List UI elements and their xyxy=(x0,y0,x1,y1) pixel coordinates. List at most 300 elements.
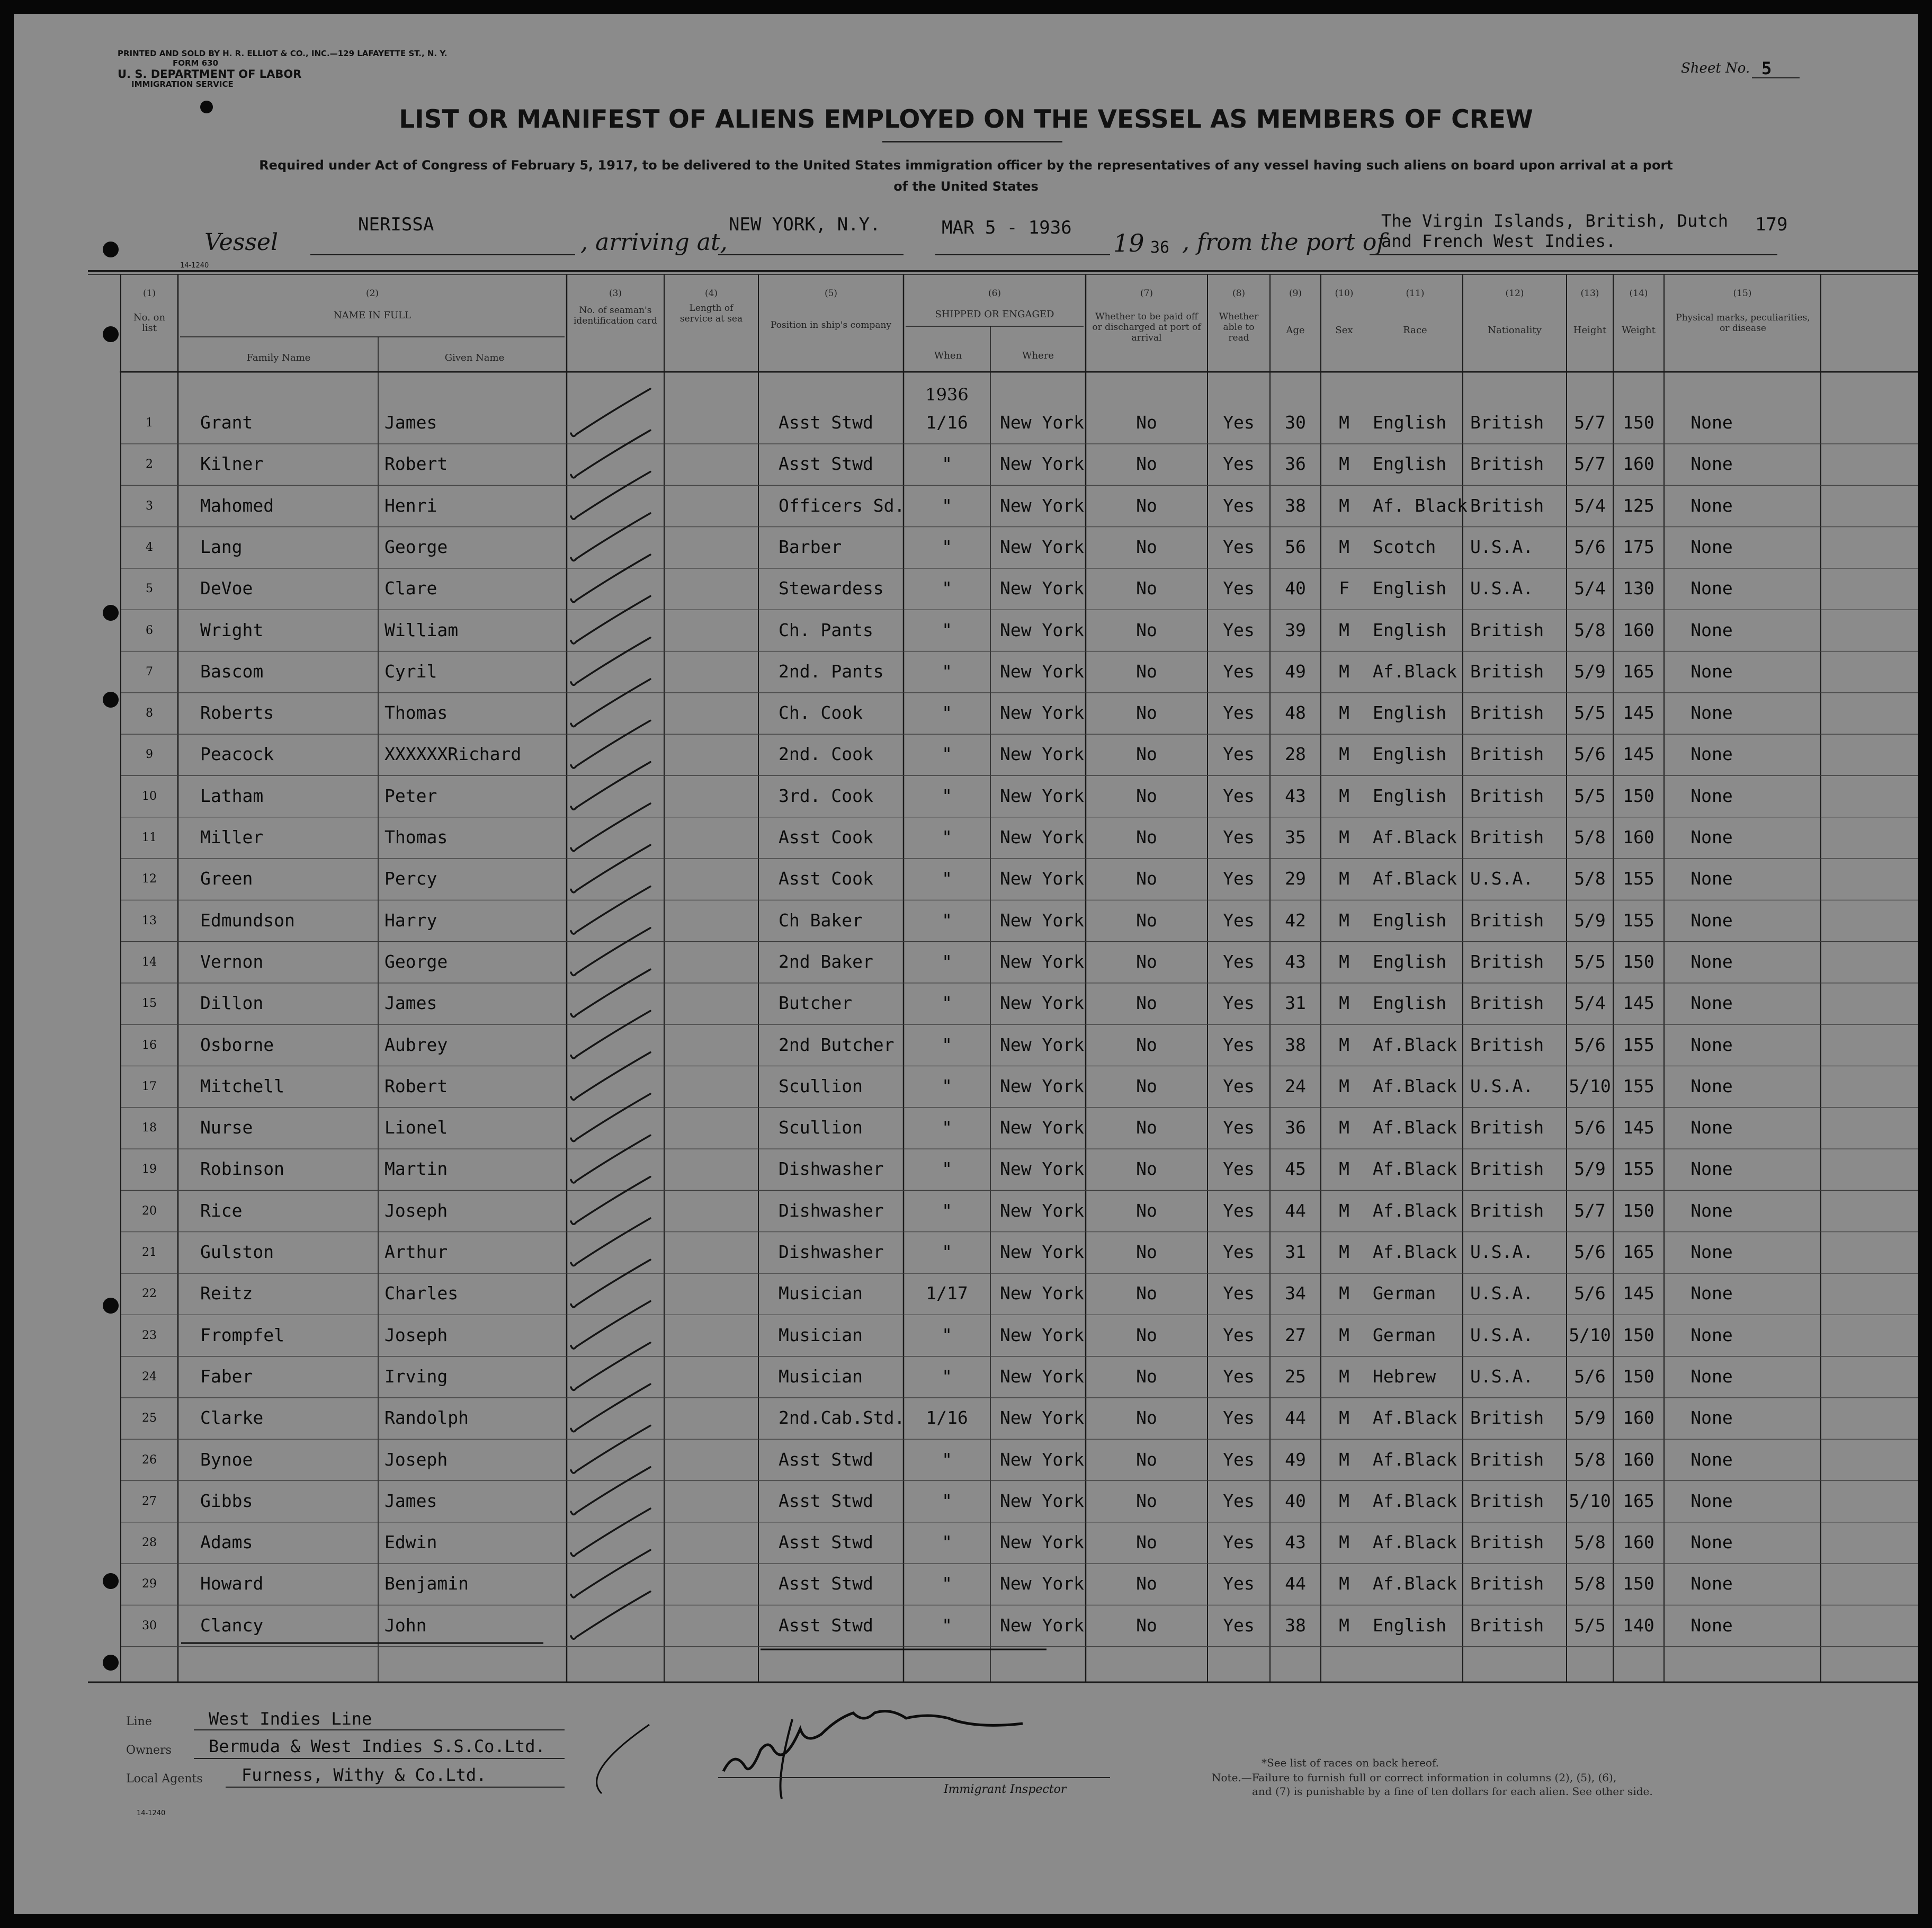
cell-nat: British xyxy=(1470,1117,1544,1138)
cell-sex: F xyxy=(1339,578,1349,599)
check-mark xyxy=(571,1384,650,1432)
check-mark xyxy=(571,513,650,561)
cell-race: English xyxy=(1373,1614,1447,1636)
cell-no: 1 xyxy=(146,416,153,430)
arrival-date-stamp: MAR 5 - 1936 xyxy=(942,217,1072,238)
cell-nat: British xyxy=(1470,702,1544,724)
cell-no: 23 xyxy=(142,1328,157,1342)
header-shipped: SHIPPED OR ENGAGED xyxy=(935,309,1054,320)
cell-where: New York xyxy=(1000,1532,1084,1553)
from-port-label: , from the port of xyxy=(1182,229,1385,256)
cell-given: Martin xyxy=(384,1158,448,1180)
cell-height: 5/5 xyxy=(1574,1614,1606,1636)
cell-paid: No xyxy=(1136,993,1157,1014)
cell-sex: M xyxy=(1339,1283,1349,1304)
cell-where: New York xyxy=(1000,619,1084,640)
cell-sex: M xyxy=(1339,1200,1349,1221)
check-mark xyxy=(571,1550,650,1597)
header-family-name: Family Name xyxy=(246,352,311,363)
cell-weight: 160 xyxy=(1623,827,1654,847)
cell-family: Faber xyxy=(200,1365,253,1387)
cell-sex: M xyxy=(1339,1365,1349,1387)
check-mark xyxy=(571,969,650,1017)
cell-nat: British xyxy=(1470,1200,1544,1221)
cell-marks: None xyxy=(1690,951,1733,972)
cell-position: Barber xyxy=(779,536,842,557)
check-mark xyxy=(571,720,650,768)
check-mark xyxy=(571,638,650,685)
cell-where: New York xyxy=(1000,702,1084,724)
cell-read: Yes xyxy=(1223,827,1255,847)
cell-height: 5/4 xyxy=(1574,993,1606,1014)
cell-age: 31 xyxy=(1285,993,1306,1014)
cell-position: 3rd. Cook xyxy=(779,785,873,806)
cell-given: Clare xyxy=(384,578,437,599)
cell-family: Gibbs xyxy=(200,1490,253,1511)
cell-marks: None xyxy=(1690,993,1733,1014)
cell-when: " xyxy=(942,1158,952,1180)
header-given-name: Given Name xyxy=(444,352,505,363)
cell-weight: 165 xyxy=(1623,1242,1654,1262)
cell-no: 20 xyxy=(142,1204,157,1218)
cell-family: DeVoe xyxy=(200,578,253,599)
cell-paid: No xyxy=(1136,495,1157,516)
cell-age: 40 xyxy=(1285,578,1306,599)
check-mark xyxy=(571,1135,650,1183)
vessel-name: NERISSA xyxy=(358,214,434,235)
cell-family: Bascom xyxy=(200,660,264,682)
check-mark xyxy=(571,679,650,727)
cell-weight: 150 xyxy=(1623,951,1654,972)
cell-weight: 160 xyxy=(1623,619,1654,640)
header-length-service: Length of service at sea xyxy=(679,303,743,324)
col-num-6: (6) xyxy=(988,288,1001,299)
cell-nat: British xyxy=(1470,1573,1544,1594)
cell-nat: British xyxy=(1470,827,1544,847)
cell-age: 29 xyxy=(1285,868,1306,889)
col-num-15: (15) xyxy=(1733,288,1752,299)
cell-no: 24 xyxy=(142,1370,157,1383)
cell-nat: British xyxy=(1470,785,1544,806)
cell-age: 44 xyxy=(1285,1200,1306,1221)
cell-sex: M xyxy=(1339,1532,1349,1553)
cell-marks: None xyxy=(1690,1158,1733,1180)
cell-marks: None xyxy=(1690,495,1733,516)
cell-family: Bynoe xyxy=(200,1449,253,1470)
cell-weight: 150 xyxy=(1623,412,1654,433)
cell-height: 5/8 xyxy=(1574,619,1606,640)
page-title: LIST OR MANIFEST OF ALIENS EMPLOYED ON THE VESSEL AS MEMBERS OF CREW xyxy=(399,105,1533,134)
cell-where: New York xyxy=(1000,1075,1084,1096)
cell-race: English xyxy=(1373,412,1447,433)
cell-marks: None xyxy=(1690,412,1733,433)
cell-when: " xyxy=(942,536,952,557)
cell-sex: M xyxy=(1339,827,1349,847)
cell-given: Benjamin xyxy=(384,1573,469,1594)
check-mark xyxy=(571,1260,650,1307)
cell-nat: U.S.A. xyxy=(1470,1365,1534,1387)
cell-age: 44 xyxy=(1285,1573,1306,1594)
cell-when: " xyxy=(942,951,952,972)
cell-nat: U.S.A. xyxy=(1470,1075,1534,1096)
cell-family: Adams xyxy=(200,1532,253,1553)
cell-no: 28 xyxy=(142,1536,157,1550)
department-label: U. S. DEPARTMENT OF LABOR xyxy=(118,68,302,81)
sheet-number-label: Sheet No. xyxy=(1681,60,1750,76)
cell-given: James xyxy=(384,412,437,433)
cell-no: 18 xyxy=(142,1121,157,1135)
header-age: Age xyxy=(1286,325,1305,336)
cell-when: " xyxy=(942,1490,952,1511)
cell-where: New York xyxy=(1000,1449,1084,1470)
cell-no: 6 xyxy=(146,623,153,637)
cell-given: James xyxy=(384,1490,437,1511)
cell-age: 36 xyxy=(1285,1117,1306,1138)
cell-nat: U.S.A. xyxy=(1470,868,1534,889)
local-agents-value: Furness, Withy & Co.Ltd. xyxy=(241,1765,487,1785)
cell-no: 19 xyxy=(142,1163,157,1176)
cell-weight: 150 xyxy=(1623,785,1654,806)
cell-when: 1/17 xyxy=(926,1283,968,1304)
cell-race: English xyxy=(1373,993,1447,1014)
cell-position: Dishwasher xyxy=(779,1242,884,1262)
cell-given: George xyxy=(384,951,448,972)
cell-marks: None xyxy=(1690,1365,1733,1387)
header-no-on-list: No. on list xyxy=(133,312,166,334)
cell-family: Frompfel xyxy=(200,1324,284,1345)
cell-given: Charles xyxy=(384,1283,459,1304)
cell-no: 17 xyxy=(142,1079,157,1093)
cell-nat: U.S.A. xyxy=(1470,536,1534,557)
arriving-label: , arriving at, xyxy=(580,229,728,256)
cell-read: Yes xyxy=(1223,1283,1255,1304)
cell-weight: 160 xyxy=(1623,1407,1654,1429)
cell-nat: British xyxy=(1470,1034,1544,1055)
cell-paid: No xyxy=(1136,1490,1157,1511)
cell-read: Yes xyxy=(1223,1407,1255,1429)
cell-paid: No xyxy=(1136,1532,1157,1553)
cell-read: Yes xyxy=(1223,660,1255,682)
cell-weight: 150 xyxy=(1623,1365,1654,1387)
cell-no: 5 xyxy=(146,582,153,596)
cell-family: Gulston xyxy=(200,1242,274,1262)
cell-weight: 145 xyxy=(1623,702,1654,724)
cell-family: Mitchell xyxy=(200,1075,284,1096)
header-paid-off: Whether to be paid off or discharged at port of arrival xyxy=(1092,311,1201,343)
cell-where: New York xyxy=(1000,993,1084,1014)
cell-given: George xyxy=(384,536,448,557)
cell-read: Yes xyxy=(1223,619,1255,640)
check-mark xyxy=(571,555,650,602)
cell-weight: 125 xyxy=(1623,495,1654,516)
cell-no: 13 xyxy=(142,914,157,927)
cell-weight: 160 xyxy=(1623,453,1654,475)
cell-race: Af.Black xyxy=(1373,1449,1457,1470)
cell-read: Yes xyxy=(1223,744,1255,765)
cell-age: 43 xyxy=(1285,951,1306,972)
cell-read: Yes xyxy=(1223,868,1255,889)
cell-read: Yes xyxy=(1223,1242,1255,1262)
cell-given: Thomas xyxy=(384,827,448,847)
cell-race: Af.Black xyxy=(1373,827,1457,847)
cell-no: 10 xyxy=(142,789,157,803)
cell-height: 5/10 xyxy=(1569,1490,1611,1511)
year-printed: 19 xyxy=(1113,229,1144,257)
cell-where: New York xyxy=(1000,660,1084,682)
cell-sex: M xyxy=(1339,1324,1349,1345)
cell-paid: No xyxy=(1136,1117,1157,1138)
cell-height: 5/6 xyxy=(1574,1283,1606,1304)
cell-read: Yes xyxy=(1223,453,1255,475)
cell-position: Asst Stwd xyxy=(779,1614,873,1636)
cell-position: Stewardess xyxy=(779,578,884,599)
arrival-port: NEW YORK, N.Y. xyxy=(729,214,881,235)
cell-family: Green xyxy=(200,868,253,889)
cell-read: Yes xyxy=(1223,702,1255,724)
cell-family: Robinson xyxy=(200,1158,284,1180)
cell-where: New York xyxy=(1000,951,1084,972)
cell-race: English xyxy=(1373,951,1447,972)
cell-family: Vernon xyxy=(200,951,264,972)
cell-marks: None xyxy=(1690,1407,1733,1429)
cell-position: Asst Stwd xyxy=(779,1449,873,1470)
cell-no: 25 xyxy=(142,1412,157,1425)
penalty-note-1: Note.—Failure to furnish full or correct information in columns (2), (5), (6), xyxy=(1212,1771,1617,1784)
cell-where: New York xyxy=(1000,1324,1084,1345)
cell-when: " xyxy=(942,1117,952,1138)
cell-race: Af.Black xyxy=(1373,660,1457,682)
cell-family: Grant xyxy=(200,412,253,433)
cell-family: Mahomed xyxy=(200,495,274,516)
check-mark xyxy=(571,1177,650,1225)
cell-paid: No xyxy=(1136,951,1157,972)
cell-read: Yes xyxy=(1223,993,1255,1014)
cell-age: 36 xyxy=(1285,453,1306,475)
check-mark xyxy=(571,1301,650,1349)
cell-given: Joseph xyxy=(384,1200,448,1221)
cell-sex: M xyxy=(1339,951,1349,972)
cell-given: Randolph xyxy=(384,1407,469,1429)
cell-family: Edmundson xyxy=(200,909,295,931)
check-mark xyxy=(571,430,650,478)
cell-where: New York xyxy=(1000,1242,1084,1262)
check-mark xyxy=(571,1592,650,1639)
cell-sex: M xyxy=(1339,1449,1349,1470)
cell-no: 7 xyxy=(146,665,153,679)
cell-marks: None xyxy=(1690,619,1733,640)
cell-paid: No xyxy=(1136,1324,1157,1345)
cell-race: Af.Black xyxy=(1373,1407,1457,1429)
cell-sex: M xyxy=(1339,1117,1349,1138)
check-mark xyxy=(571,1426,650,1474)
cell-given: Percy xyxy=(384,868,437,889)
cell-marks: None xyxy=(1690,453,1733,475)
cell-race: Af.Black xyxy=(1373,1532,1457,1553)
cell-race: Af.Black xyxy=(1373,1158,1457,1180)
cell-marks: None xyxy=(1690,827,1733,847)
cell-where: New York xyxy=(1000,827,1084,847)
cell-height: 5/5 xyxy=(1574,702,1606,724)
cell-position: 2nd Butcher xyxy=(779,1034,895,1055)
cell-race: English xyxy=(1373,619,1447,640)
cell-where: New York xyxy=(1000,453,1084,475)
header-sex: Sex xyxy=(1335,325,1353,336)
cell-position: Asst Stwd xyxy=(779,1490,873,1511)
cell-sex: M xyxy=(1339,868,1349,889)
check-mark xyxy=(571,1343,650,1390)
cell-weight: 155 xyxy=(1623,868,1654,889)
cell-paid: No xyxy=(1136,1573,1157,1594)
cell-no: 4 xyxy=(146,540,153,554)
cell-given: Joseph xyxy=(384,1449,448,1470)
cell-when: " xyxy=(942,453,952,475)
cell-when: 1/16 xyxy=(926,412,968,433)
cell-nat: British xyxy=(1470,993,1544,1014)
cell-age: 38 xyxy=(1285,1614,1306,1636)
cell-marks: None xyxy=(1690,1283,1733,1304)
cell-race: German xyxy=(1373,1283,1436,1304)
cell-race: Af.Black xyxy=(1373,1034,1457,1055)
inspector-label: Immigrant Inspector xyxy=(944,1783,1067,1796)
cell-no: 9 xyxy=(146,748,153,762)
races-note: *See list of races on back hereof. xyxy=(1262,1756,1439,1769)
cell-when: " xyxy=(942,744,952,765)
check-mark xyxy=(571,928,650,976)
col-num-12: (12) xyxy=(1505,288,1524,299)
cell-family: Kilner xyxy=(200,453,264,475)
service-label: IMMIGRATION SERVICE xyxy=(131,79,234,89)
cell-age: 28 xyxy=(1285,744,1306,765)
cell-no: 11 xyxy=(142,831,157,844)
col-num-8: (8) xyxy=(1232,288,1246,299)
header-name-in-full: NAME IN FULL xyxy=(333,310,412,321)
cell-height: 5/8 xyxy=(1574,868,1606,889)
cell-race: Af.Black xyxy=(1373,1075,1457,1096)
cell-race: Af. Black xyxy=(1373,495,1468,516)
cell-sex: M xyxy=(1339,1075,1349,1096)
cell-read: Yes xyxy=(1223,1490,1255,1511)
cell-sex: M xyxy=(1339,1034,1349,1055)
header-nationality: Nationality xyxy=(1488,325,1542,336)
cell-no: 15 xyxy=(142,997,157,1011)
check-mark xyxy=(571,1467,650,1515)
cell-family: Dillon xyxy=(200,993,264,1014)
cell-sex: M xyxy=(1339,453,1349,475)
cell-height: 5/4 xyxy=(1574,495,1606,516)
cell-read: Yes xyxy=(1223,1324,1255,1345)
footer-form-code: 14-1240 xyxy=(137,1809,166,1817)
cell-nat: British xyxy=(1470,951,1544,972)
cell-weight: 145 xyxy=(1623,1283,1654,1304)
cell-weight: 165 xyxy=(1623,660,1654,682)
cell-height: 5/6 xyxy=(1574,1117,1606,1138)
cell-nat: British xyxy=(1470,1407,1544,1429)
cell-height: 5/7 xyxy=(1574,453,1606,475)
col-num-11: (11) xyxy=(1406,288,1425,299)
col-num-1: (1) xyxy=(142,288,156,299)
cell-race: English xyxy=(1373,744,1447,765)
cell-nat: British xyxy=(1470,1158,1544,1180)
cell-sex: M xyxy=(1339,785,1349,806)
cell-height: 5/10 xyxy=(1569,1075,1611,1096)
cell-marks: None xyxy=(1690,1117,1733,1138)
cell-race: Af.Black xyxy=(1373,868,1457,889)
cell-where: New York xyxy=(1000,1034,1084,1055)
cell-position: 2nd.Cab.Std. xyxy=(779,1407,905,1429)
cell-position: Dishwasher xyxy=(779,1200,884,1221)
cell-age: 43 xyxy=(1285,1532,1306,1553)
origin-port-line-2: and French West Indies. xyxy=(1381,231,1616,251)
cell-marks: None xyxy=(1690,1614,1733,1636)
cell-where: New York xyxy=(1000,1365,1084,1387)
cell-sex: M xyxy=(1339,1242,1349,1262)
cell-paid: No xyxy=(1136,578,1157,599)
cell-no: 2 xyxy=(146,458,153,471)
cell-weight: 160 xyxy=(1623,1449,1654,1470)
cell-marks: None xyxy=(1690,1449,1733,1470)
cell-paid: No xyxy=(1136,1449,1157,1470)
cell-read: Yes xyxy=(1223,495,1255,516)
cell-position: Asst Stwd xyxy=(779,412,873,433)
cell-when: " xyxy=(942,1242,952,1262)
col-num-7: (7) xyxy=(1140,288,1153,299)
cell-read: Yes xyxy=(1223,951,1255,972)
cell-age: 34 xyxy=(1285,1283,1306,1304)
cell-read: Yes xyxy=(1223,1075,1255,1096)
cell-given: Joseph xyxy=(384,1324,448,1345)
cell-sex: M xyxy=(1339,744,1349,765)
cell-position: Musician xyxy=(779,1324,863,1345)
cell-nat: U.S.A. xyxy=(1470,578,1534,599)
check-mark xyxy=(571,845,650,892)
cell-no: 3 xyxy=(146,499,153,513)
cell-height: 5/5 xyxy=(1574,785,1606,806)
cell-position: Officers Sd. xyxy=(779,495,905,516)
cell-marks: None xyxy=(1690,909,1733,931)
cell-given: Henri xyxy=(384,495,437,516)
cell-family: Wright xyxy=(200,619,264,640)
cell-age: 38 xyxy=(1285,495,1306,516)
cell-nat: British xyxy=(1470,1449,1544,1470)
cell-paid: No xyxy=(1136,1242,1157,1262)
cell-paid: No xyxy=(1136,909,1157,931)
cell-when: " xyxy=(942,1573,952,1594)
cell-given: XXXXXXRichard xyxy=(384,744,522,765)
cell-family: Nurse xyxy=(200,1117,253,1138)
cell-weight: 175 xyxy=(1623,536,1654,557)
cell-age: 48 xyxy=(1285,702,1306,724)
cell-marks: None xyxy=(1690,578,1733,599)
cell-race: Af.Black xyxy=(1373,1117,1457,1138)
cell-where: New York xyxy=(1000,495,1084,516)
cell-where: New York xyxy=(1000,1158,1084,1180)
cell-given: Thomas xyxy=(384,702,448,724)
cell-when: " xyxy=(942,1075,952,1096)
cell-when: " xyxy=(942,1200,952,1221)
penalty-note-2: and (7) is punishable by a fine of ten dollars for each alien. See other side. xyxy=(1252,1785,1653,1798)
cell-when: " xyxy=(942,785,952,806)
cell-age: 42 xyxy=(1285,909,1306,931)
cell-position: Asst Stwd xyxy=(779,1573,873,1594)
cell-age: 27 xyxy=(1285,1324,1306,1345)
cell-when: " xyxy=(942,827,952,847)
cell-where: New York xyxy=(1000,536,1084,557)
cell-paid: No xyxy=(1136,868,1157,889)
cell-no: 30 xyxy=(142,1619,157,1632)
col-num-2: (2) xyxy=(365,288,379,299)
cell-when: " xyxy=(942,1365,952,1387)
cell-when: " xyxy=(942,619,952,640)
